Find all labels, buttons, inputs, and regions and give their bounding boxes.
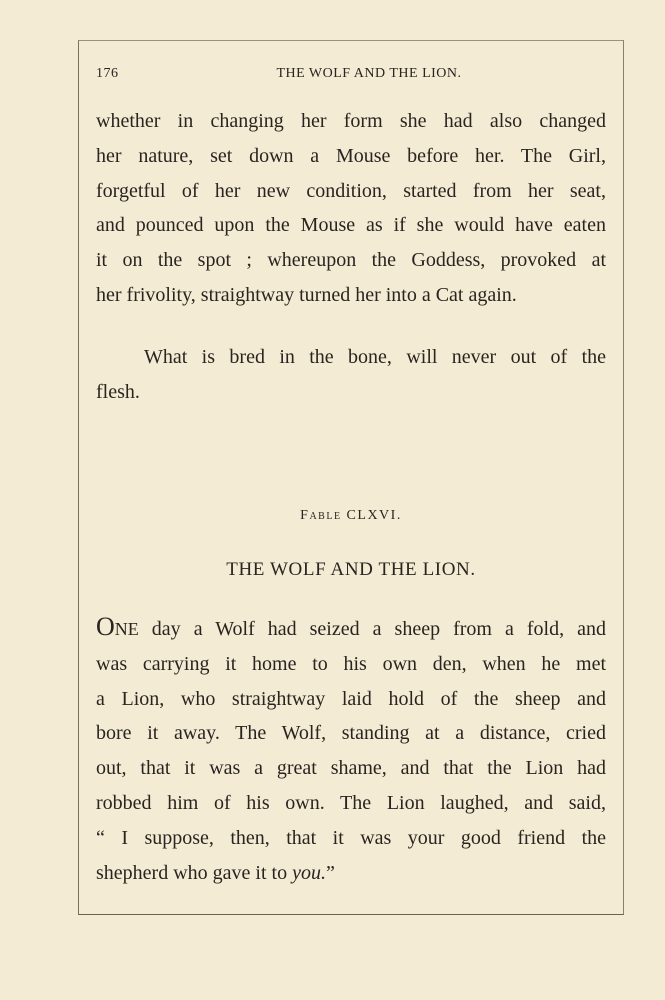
moral-line: What is bred in the bone, will never out of the [144,346,606,368]
moral-line: flesh. [96,380,140,403]
text-line: her frivolity, straightway turned her into a Cat again. [96,283,517,306]
text-line [96,856,606,891]
text-line: bore it away. The Wolf, standing at a distance, cried [96,722,606,745]
drop-cap: O [96,612,115,641]
text-line: it on the spot ; whereupon the Goddess, provoked at [96,249,606,272]
text-line: was carrying it home to his own den, when he met [96,652,606,675]
previous-fable-paragraph [96,104,606,313]
fable-number-text: Fable CLXVI. [300,508,402,523]
running-title: THE WOLF AND THE LION. [276,66,462,81]
text-line: whether in changing her form she had also changed [96,110,606,132]
text-line: forgetful of her new condition, started from her seat, [96,179,606,202]
text-line [96,610,606,647]
text-line: her nature, set down a Mouse before her. The Girl, [96,144,606,167]
line-text: shepherd who gave it to [96,861,293,884]
fable-number [96,508,606,524]
emphasis-you: you. [292,861,326,884]
fable-title: THE WOLF AND THE LION. [226,559,476,580]
closing-quote: ” [325,861,335,884]
text-line: and pounced upon the Mouse as if she would have eaten [96,214,606,237]
line-text: day a Wolf had seized a sheep from a fold, and [138,618,606,640]
text-line: robbed him of his own. The Lion laughed, and said, [96,791,606,814]
text-line: a Lion, who straightway laid hold of the sheep and [96,687,606,710]
running-head [96,66,606,86]
text-line: “ I suppose, then, that it was your good friend the [96,826,606,849]
moral-paragraph [96,340,606,410]
first-word-rest: NE [114,619,139,639]
text-line: out, that it was a great shame, and that the Lion had [96,757,606,780]
page-number: 176 [96,66,119,81]
fable-paragraph [96,610,606,890]
